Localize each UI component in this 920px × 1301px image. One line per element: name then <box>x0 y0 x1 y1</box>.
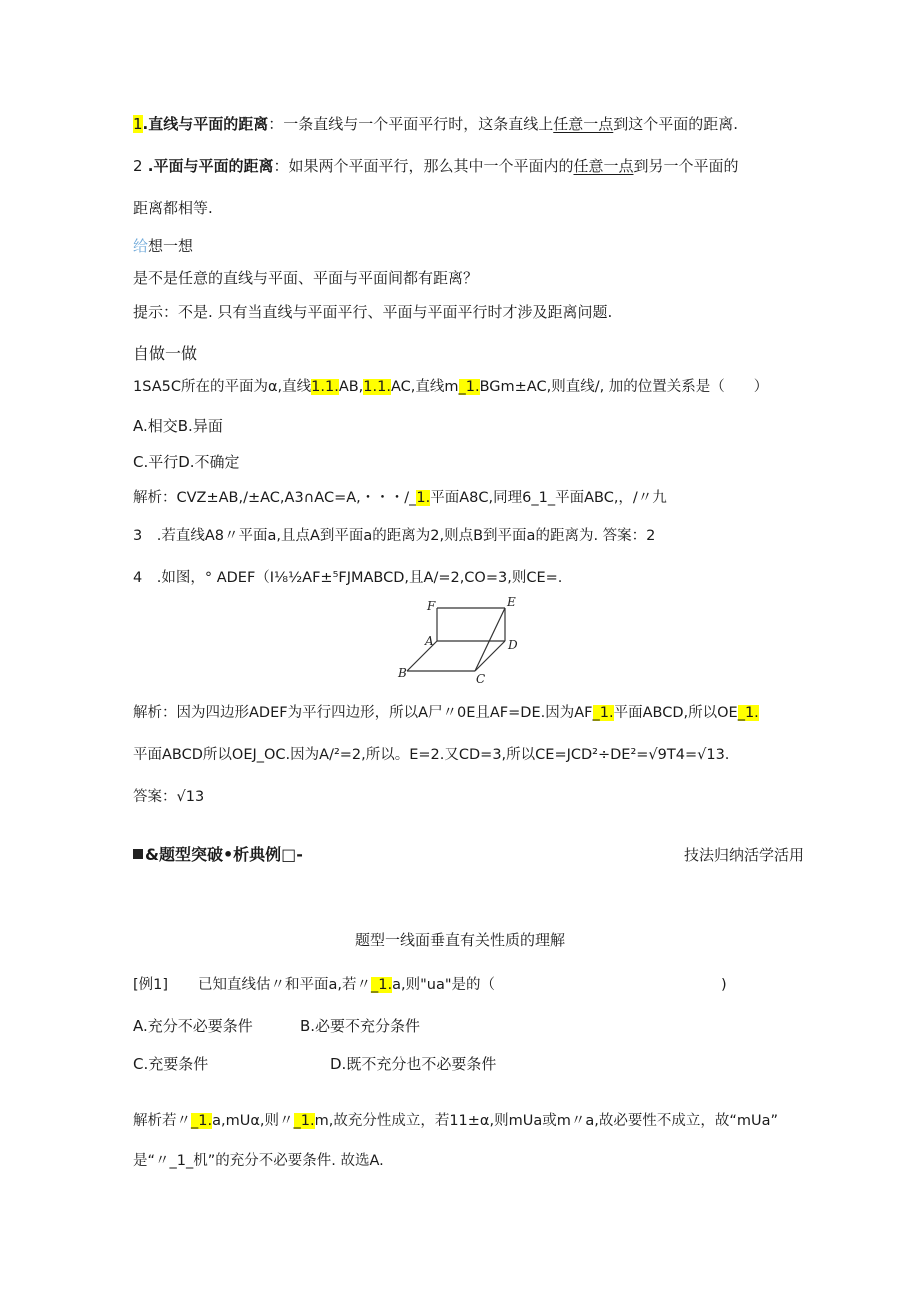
ex1-solution-line2: 是“〃_1_机”的充分不必要条件. 故选A. <box>133 1153 384 1169</box>
think-label: 想一想 <box>148 237 194 255</box>
q1-solution <box>133 488 667 508</box>
highlight-mark: _1. <box>592 705 614 721</box>
q1-text-d: BGm±AC,则直线/, 加的位置关系是（ ） <box>479 379 769 395</box>
item-number: 1 <box>133 115 143 133</box>
label-A: A <box>425 634 434 648</box>
think-icon: 给 <box>133 237 149 255</box>
ex1-solution-b: a,mUα,则〃 <box>212 1113 294 1129</box>
label-D: D <box>508 638 518 652</box>
question-4: 4 .如图，° ADEF（I⅛½AF±⁵FJMABCD,且A/=2,CO=3,则CE=. <box>133 570 563 586</box>
q1-text-b: AB, <box>338 379 364 395</box>
label-B: B <box>398 666 407 680</box>
square-icon <box>133 849 143 859</box>
geometry-figure <box>395 596 525 688</box>
example-close-paren: ) <box>721 977 727 993</box>
ex1-option-c: C.充要条件 <box>133 1055 209 1073</box>
definition-text: ：如果两个平面平行，那么其中一个平面内的 <box>273 157 574 175</box>
highlight-mark: _1. <box>191 1113 213 1129</box>
question-1 <box>133 377 768 397</box>
ex1-solution-a: 解析若〃 <box>133 1113 191 1129</box>
q4-solution <box>133 703 759 723</box>
example-text-a: 已知直线估〃和平面a,若〃 <box>198 977 372 993</box>
definition-title: .直线与平面的距离 <box>142 115 269 133</box>
q1-solution-b: 平面A8C,同理6_1_平面ABC,，/〃九 <box>430 490 667 506</box>
example-tag: [例1] <box>133 977 169 993</box>
q1-text-c: AC,直线m <box>390 379 459 395</box>
underlined-term: 任意一点 <box>553 115 614 133</box>
highlight-mark: 1.1. <box>363 379 391 395</box>
think-heading <box>133 236 193 256</box>
ex1-solution-c: m,故充分性成立，若11±α,则mUa或m〃a,故必要性不成立，故“mUa” <box>314 1113 778 1129</box>
think-hint: 提示：不是. 只有当直线与平面平行、平面与平面平行时才涉及距离问题. <box>133 303 613 321</box>
think-question: 是不是任意的直线与平面、平面与平面间都有距离？ <box>133 269 479 287</box>
self-practice-title: 自做一做 <box>133 344 198 363</box>
item-number: 2 <box>133 157 143 175</box>
definition-plane-distance <box>133 156 739 176</box>
ex1-option-d: D.既不充分也不必要条件 <box>330 1055 497 1073</box>
definition-line-distance <box>133 114 738 134</box>
label-F: F <box>427 599 436 613</box>
definition-continuation: 距离都相等. <box>133 199 213 217</box>
q4-solution-b: 平面ABCD,所以OE <box>613 705 738 721</box>
highlight-mark: _1. <box>371 977 393 993</box>
highlight-mark: 1.1. <box>311 379 339 395</box>
underlined-term: 任意一点 <box>573 157 634 175</box>
q4-solution-line2: 平面ABCD所以OEJ_OC.因为A/²=2,所以。E=2.又CD=3,所以CE=JCD²÷DE²=√9T4=√13. <box>133 747 730 763</box>
label-C: C <box>476 672 486 686</box>
section-right-label: 技法归纳活学活用 <box>683 846 804 864</box>
question-3: 3 .若直线A8〃平面a,且点A到平面a的距离为2,则点B到平面a的距离为. 答案：2 <box>133 528 656 544</box>
definition-text: ：一条直线与一个平面平行时，这条直线上 <box>268 115 554 133</box>
q4-answer: 答案：√13 <box>133 789 205 805</box>
definition-text-end: 到另一个平面的 <box>633 157 739 175</box>
q1-options-cd: C.平行D.不确定 <box>133 453 240 471</box>
highlight-mark: _1. <box>293 1113 315 1129</box>
ex1-option-b: B.必要不充分条件 <box>300 1017 421 1035</box>
definition-text-end: 到这个平面的距离. <box>613 115 739 133</box>
q1-text-a: 1SA5C所在的平面为α,直线 <box>133 379 312 395</box>
q4-solution-a: 解析：因为四边形ADEF为平行四边形，所以A尸〃0E且AF=DE.因为AF <box>133 705 593 721</box>
highlight-mark: _1. <box>458 379 480 395</box>
definition-title: .平面与平面的距离 <box>142 157 274 175</box>
example-1 <box>133 975 495 995</box>
q1-solution-a: 解析：CVZ±AB,/±AC,A3∩AC=A,・・・/_ <box>133 490 417 506</box>
edge-CE <box>475 608 505 671</box>
q1-options-ab: A.相交B.异面 <box>133 417 223 435</box>
section-header <box>133 845 303 865</box>
ex1-solution <box>133 1111 778 1131</box>
section-title: &题型突破•析典例□- <box>145 845 303 864</box>
highlight-mark: _1. <box>737 705 759 721</box>
edge-CD <box>475 641 505 671</box>
ex1-option-a: A.充分不必要条件 <box>133 1017 253 1035</box>
example-text-b: a,则"ua"是的（ <box>392 977 496 993</box>
type-title: 题型一线面垂直有关性质的理解 <box>354 931 565 949</box>
label-E: E <box>507 596 516 609</box>
highlight-mark: 1. <box>416 490 431 506</box>
